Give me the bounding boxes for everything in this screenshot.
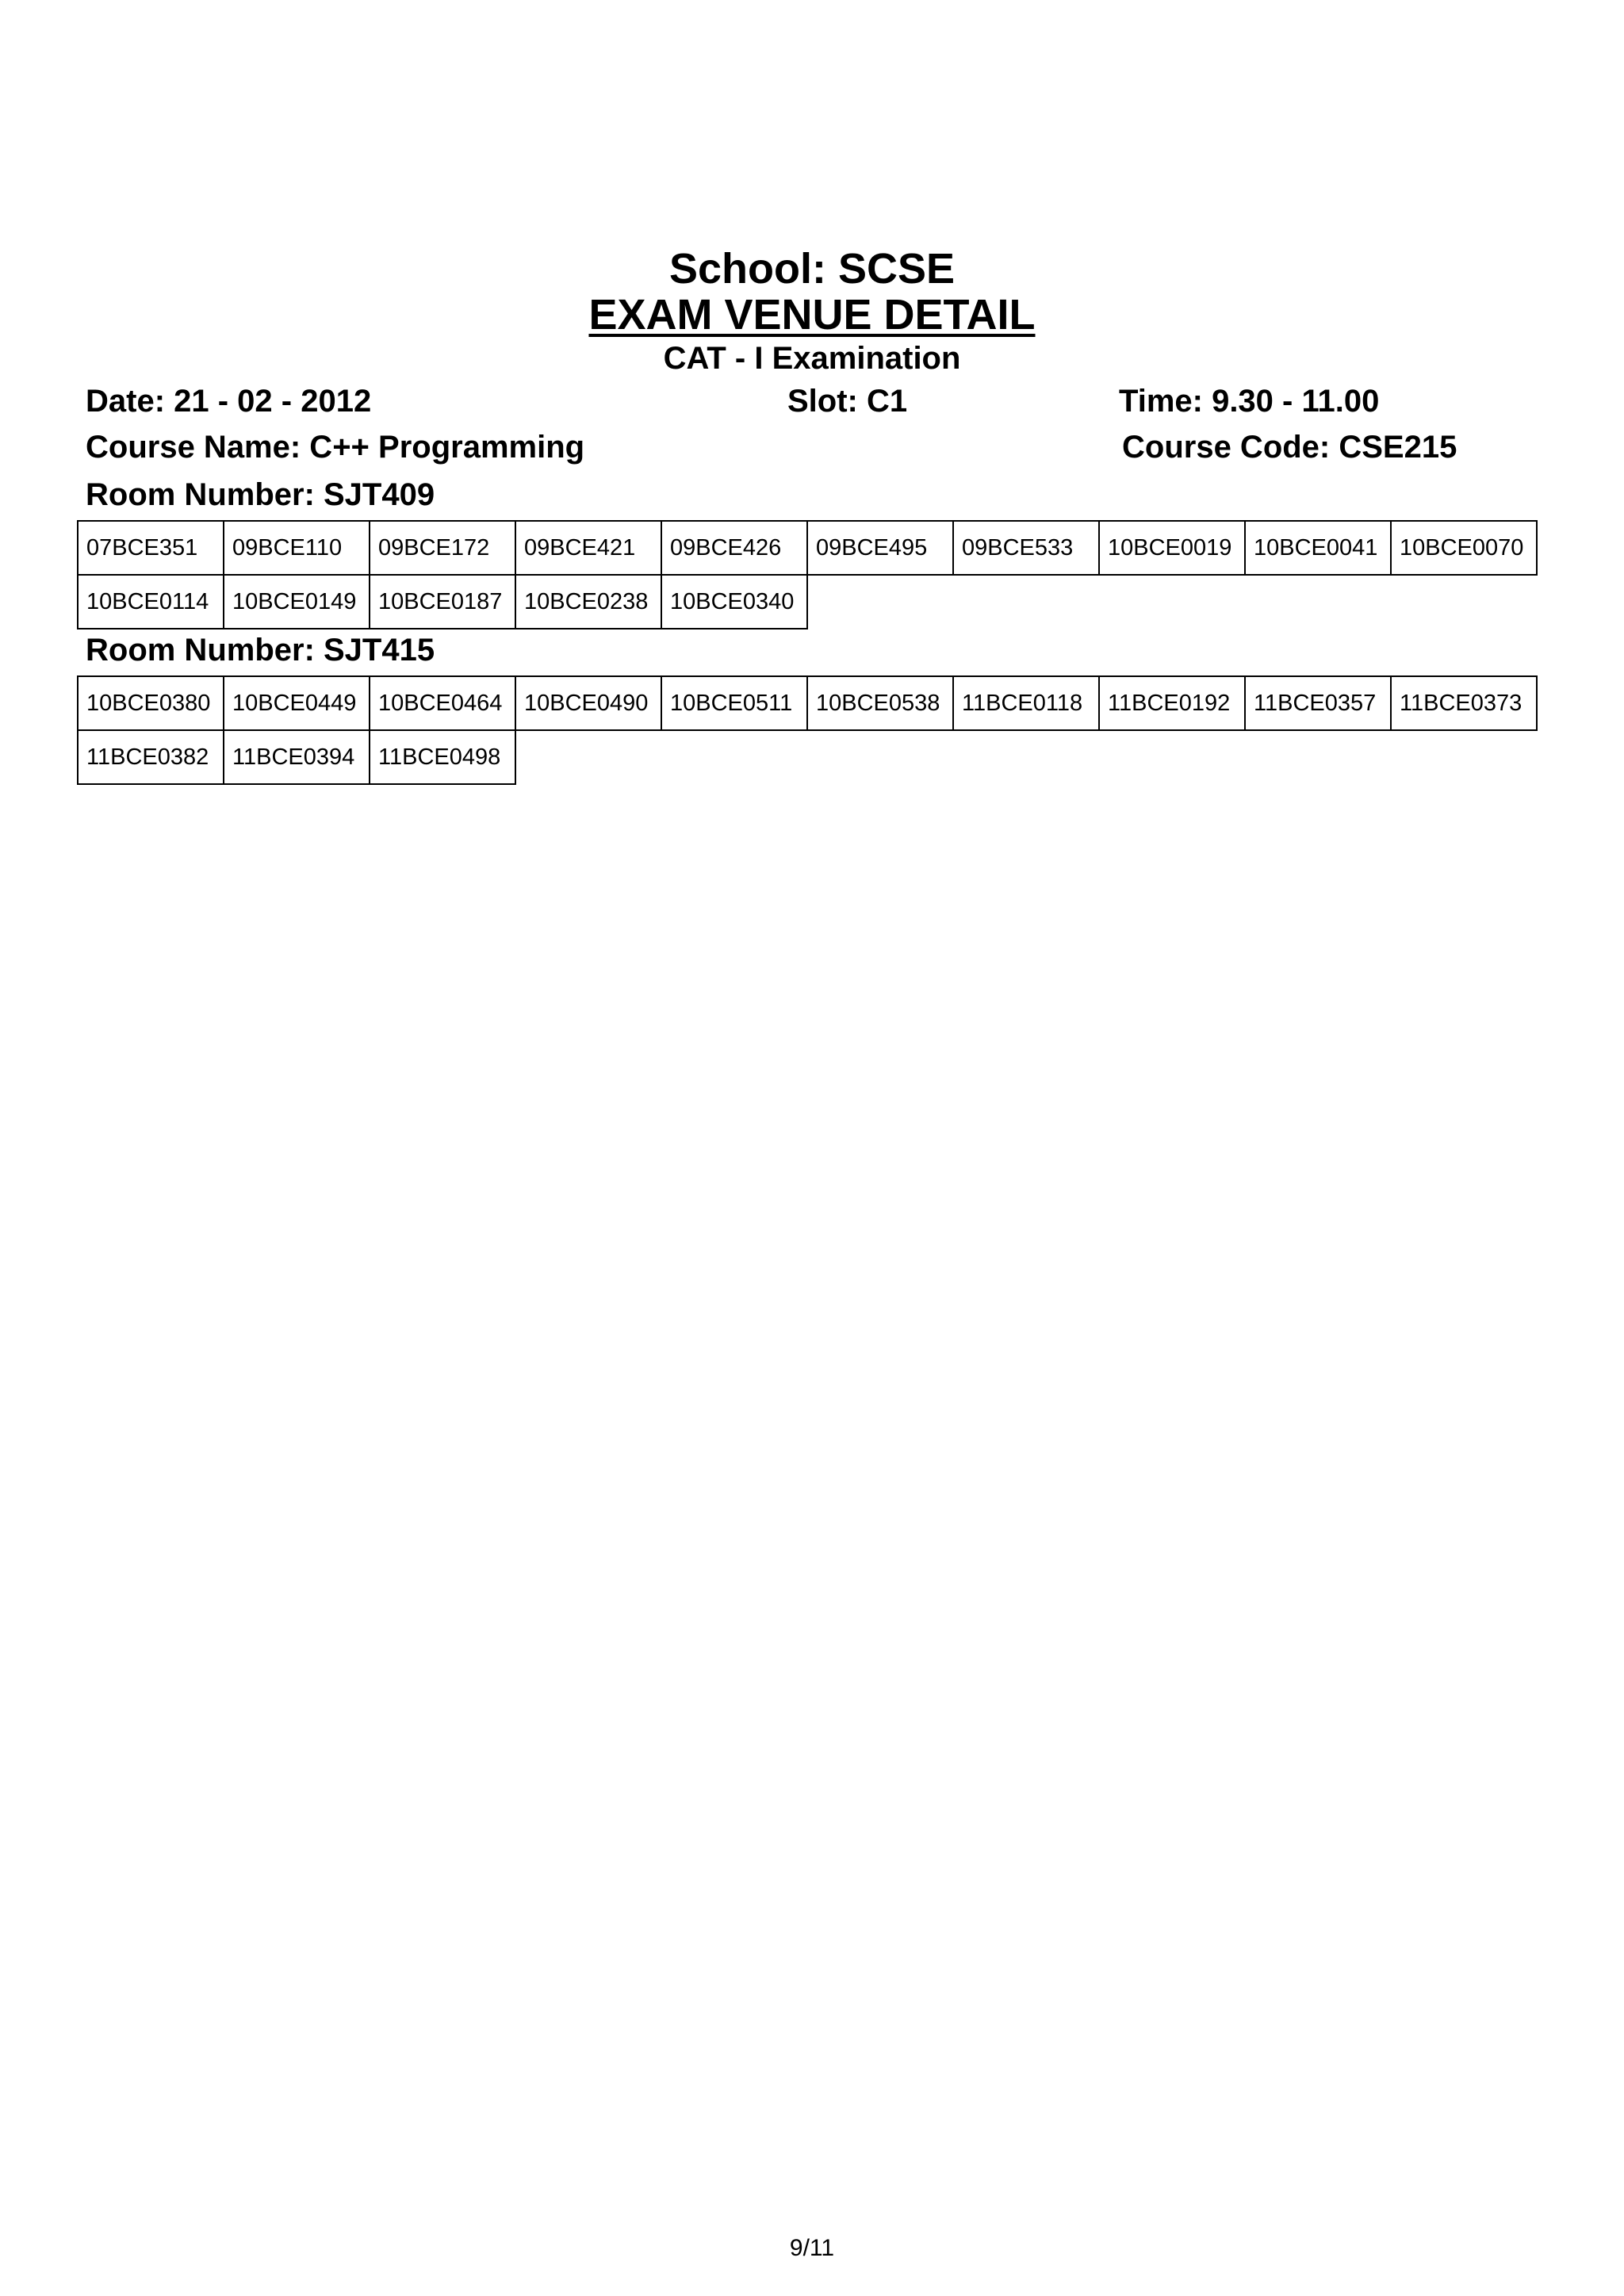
reg-cell: 10BCE0149 [224,575,370,629]
reg-cell: 09BCE110 [224,521,370,575]
table-row [78,521,1537,575]
room-table-sjt409 [77,520,1538,629]
reg-cell: 10BCE0449 [224,676,370,730]
empty-cell [515,730,661,784]
reg-cell: 07BCE351 [78,521,224,575]
reg-cell: 10BCE0041 [1245,521,1391,575]
reg-cell: 09BCE533 [953,521,1099,575]
reg-cell: 10BCE0490 [515,676,661,730]
reg-cell: 10BCE0070 [1391,521,1537,575]
reg-cell: 10BCE0464 [370,676,515,730]
empty-cell [661,730,807,784]
exam-date: Date: 21 - 02 - 2012 [86,384,372,419]
reg-cell: 09BCE426 [661,521,807,575]
table-row [78,730,1537,784]
reg-cell: 11BCE0498 [370,730,515,784]
reg-cell: 11BCE0357 [1245,676,1391,730]
school-title: School: SCSE [668,245,956,293]
course-name: Course Name: C++ Programming [86,430,585,465]
reg-cell: 11BCE0394 [224,730,370,784]
reg-cell: 11BCE0192 [1099,676,1245,730]
course-code: Course Code: CSE215 [1122,430,1457,465]
empty-cell [1245,730,1391,784]
reg-cell: 10BCE0019 [1099,521,1245,575]
empty-cell [1391,575,1537,629]
empty-cell [807,730,953,784]
empty-cell [1245,575,1391,629]
reg-cell: 10BCE0340 [661,575,807,629]
room-table-sjt415 [77,675,1538,785]
reg-cell: 11BCE0382 [78,730,224,784]
reg-cell: 09BCE421 [515,521,661,575]
room-label-sjt415: Room Number: SJT415 [86,633,435,668]
empty-cell [1099,730,1245,784]
reg-cell: 10BCE0238 [515,575,661,629]
empty-cell [1099,575,1245,629]
exam-time: Time: 9.30 - 11.00 [1119,384,1380,419]
reg-cell: 10BCE0114 [78,575,224,629]
page-number: 9/11 [789,2235,835,2261]
page-title [0,290,1624,339]
empty-cell [953,730,1099,784]
empty-cell [953,575,1099,629]
reg-cell: 09BCE495 [807,521,953,575]
reg-cell: 11BCE0118 [953,676,1099,730]
table-row [78,575,1537,629]
reg-cell: 09BCE172 [370,521,515,575]
reg-cell: 10BCE0538 [807,676,953,730]
reg-cell: 11BCE0373 [1391,676,1537,730]
empty-cell [1391,730,1537,784]
exam-slot: Slot: C1 [787,384,908,419]
empty-cell [807,575,953,629]
reg-cell: 10BCE0187 [370,575,515,629]
table-row [78,676,1537,730]
exam-name: CAT - I Examination [663,341,961,376]
room-label-sjt409: Room Number: SJT409 [86,477,435,512]
reg-cell: 10BCE0511 [661,676,807,730]
reg-cell: 10BCE0380 [78,676,224,730]
page-title-text: EXAM VENUE DETAIL [588,291,1036,339]
